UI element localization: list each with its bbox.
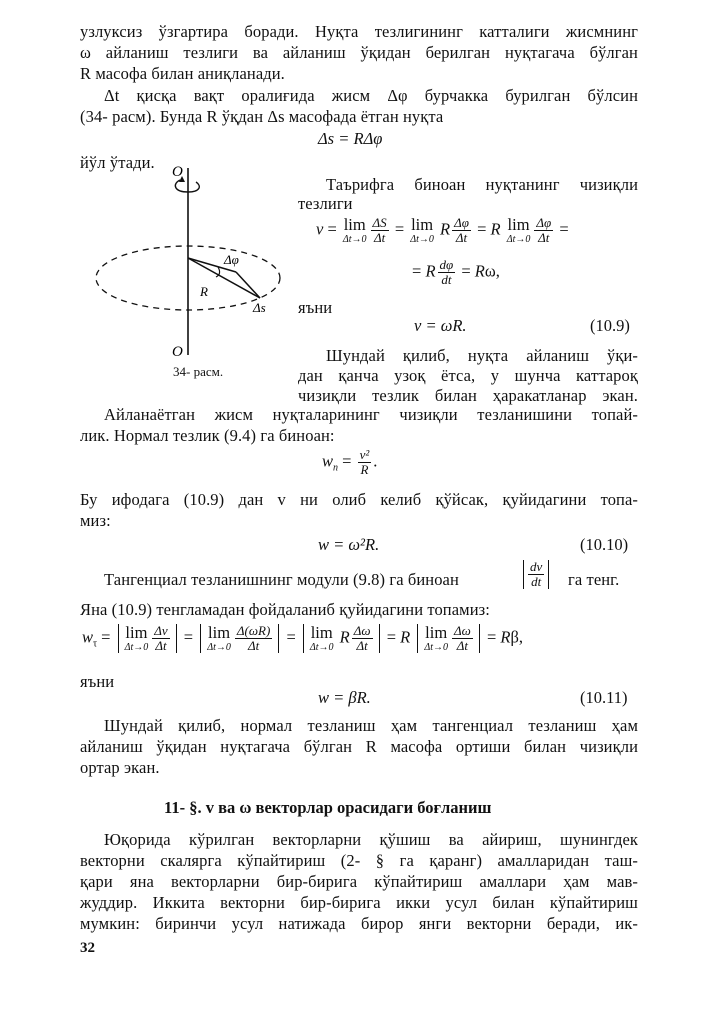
equation-tangential-acceleration: $w_\tau$ = lim Δt→0 $\frac{\Delta v}{\Delta t}$ = lim Δt→0 $\frac{\Delta(\omega R)}{\Delta t}$ = lim Δt→0 R $\frac{\Delta\omega}{\Delta t}$ = R lim Δt→0 $\frac{\Delta\omega}{\Delta t}$ = Rβ, [82, 623, 523, 653]
arc-segment [236, 272, 260, 298]
text-line: яъни [80, 672, 115, 691]
text-line: қари яна векторларни бир-бирига кўпайтириш амаллари ҳам мав- [80, 872, 638, 891]
arc-label: Δs [253, 300, 266, 315]
figure-caption: 34- расм. [173, 364, 224, 379]
text-line: Айланаётган жисм нуқталарининг чизиқли тезланишини топай- [104, 405, 638, 424]
equation-number: (10.10) [580, 535, 629, 554]
text-line: Таърифга биноан нуқтанинг чизиқли [326, 175, 638, 194]
text-line: ω айланиш тезлиги ва айланиш ўқидан берилган нуқтагача бўлган [80, 43, 638, 62]
text-line: Шундай қилиб, нуқта айланиш ўқи- [326, 346, 638, 365]
axis-label-top: O [172, 164, 183, 180]
text-line: Яна (10.9) тенгламадан фойдаланиб қуйидагини топамиз: [80, 600, 490, 619]
equation-number: (10.11) [580, 688, 628, 707]
text-line: Шундай қилиб, нормал тезланиш ҳам тангенциал тезланиш ҳам [104, 716, 638, 735]
text-line: векторни скалярга кўпайтириш (2- § га қаранг) амалларидан таш- [80, 851, 638, 870]
text-line: узлуксиз ўзгартира боради. Нуқта тезлигининг катталиги жисмнинг [80, 22, 638, 41]
equation-velocity-limit: v = lim Δt→0 $\frac{\Delta S}{\Delta t}$ = lim Δt→0 R $\frac{\Delta\varphi}{\Delta t}$ = R lim Δt→0 $\frac{\Delta\varphi}{\Delta t}$ = [316, 215, 569, 245]
text-line: (34- расм). Бунда R ўқдан Δs масофада ётган нуқта [80, 107, 444, 126]
text-line: ортар экан. [80, 758, 160, 777]
text-line: лик. Нормал тезлик (9.4) га биноан: [80, 426, 335, 445]
radius-label: R [200, 284, 208, 299]
text-line: Тангенциал тезланишнинг модули (9.8) га биноан [104, 570, 459, 589]
equation-normal-acceleration: $w_n$ = $\frac{\text{v²}}{R}$ . [322, 447, 378, 477]
equation-velocity-derivative: = R $\frac{d\varphi}{dt}$ = Rω, [412, 257, 500, 287]
text-line: айланиш ўқидан нуқтагача бўлган R масофа ортиши билан чизиқли [80, 737, 638, 756]
text-line: йўл ўтади. [80, 153, 155, 172]
text-line: чизиқли тезлик билан ҳаракатланар экан. [298, 386, 638, 405]
equation-number: (10.9) [590, 316, 630, 335]
text-line: Δt қисқа вақт оралиғида жисм Δφ бурчакка бурилган бўлсин [104, 86, 638, 105]
text-line: дан қанча узоқ ётса, у шунча каттароқ [298, 366, 638, 385]
text-line: миз: [80, 511, 111, 530]
text-line: мумкин: биринчи усул натижада бирор янги векторни беради, ик- [80, 914, 638, 933]
text-line: га тенг. [568, 570, 620, 589]
text-line: R масофа билан аниқланади. [80, 64, 285, 83]
text-line: яъни [298, 298, 333, 317]
text-line: Юқорида кўрилган векторларни қўшиш ва айириш, шунингдек [104, 830, 638, 849]
equation-arc: Δs = RΔφ [318, 129, 383, 148]
axis-label-bottom: O [172, 344, 183, 360]
section-heading: 11- §. v ва ω векторлар орасидаги боғланиш [164, 798, 492, 817]
text-line: тезлиги [298, 194, 353, 213]
text-line: жуддир. Иккита векторни бир-бирига икки усул билан кўпайтириш [80, 893, 638, 912]
abs-dv-dt: $\frac{dv}{dt}$ [520, 560, 552, 589]
equation-normal-omega: w = ω²R. [318, 535, 380, 554]
page-number: 32 [80, 940, 95, 956]
angle-label: Δφ [224, 252, 239, 267]
equation-v-omega-r: v = ωR. [414, 316, 467, 335]
equation-tangential-beta: w = βR. [318, 688, 371, 707]
rotation-figure [88, 160, 298, 380]
text-line: Бу ифодага (10.9) дан v ни олиб келиб қўйсак, қуйидагини топа- [80, 490, 638, 509]
